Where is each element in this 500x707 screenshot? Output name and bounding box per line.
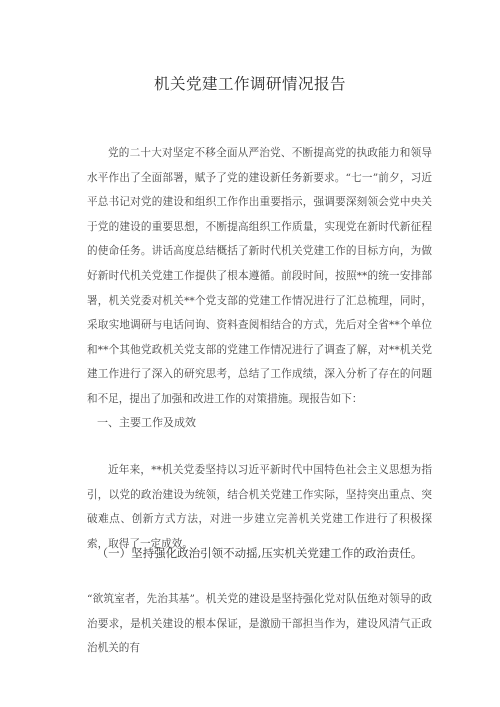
subsection-heading: （一）坚持强化政治引领不动摇,压实机关党建工作的政治责任。 [96, 546, 423, 560]
section-heading: 一、主要工作及成效 [97, 416, 196, 429]
subsection-paragraph: “欲筑室者，先治其基”。机关党的建设是坚持强化党对队伍绝对领导的政治要求，是机关建设的根本保证，是激励干部担当作为，建设风清气正政治机关的有 [87, 593, 432, 655]
document-title: 机关党建工作调研情况报告 [153, 75, 346, 93]
intro-paragraph: 党的二十大对坚定不移全面从严治党、不断提高党的执政能力和领导水平作出了全面部署，赋予了党的建设新任务新要求。“七一”前夕，习近平总书记对党的建设和组织工作作出重要指示，强调要深刻领会党中央关于党的建设的重要思想，不断提高组织工作质量，实现党在新时代新征程的使命任务。讲话高度总结概括了新时代机关党建工作的目标方向，为做好新时代机关党建工作提供了根本遵循。前段时间，按照**的统一安排部署，机关党委对机关**个党支部的党建工作情况进行了汇总梳理，同时，采取实地调研与电话问询、资料查阅相结合的方式，先后对全省**个单位和**个其他党政机关党支部的党建工作情况进行了调查了解，对**机关党建工作进行了深入的研究思考，总结了工作成绩，深入分析了存在的问题和不足，提出了加强和改进工作的对策措施。现报告如下： [87, 147, 432, 405]
section-paragraph: 近年来，**机关党委坚持以习近平新时代中国特色社会主义思想为指引，以党的政治建设为统领，结合机关党建工作实际，坚持突出重点、突破难点、创新方式方法，对进一步建立完善机关党建工作进行了积极探索，取得了一定成效。 [87, 464, 432, 550]
